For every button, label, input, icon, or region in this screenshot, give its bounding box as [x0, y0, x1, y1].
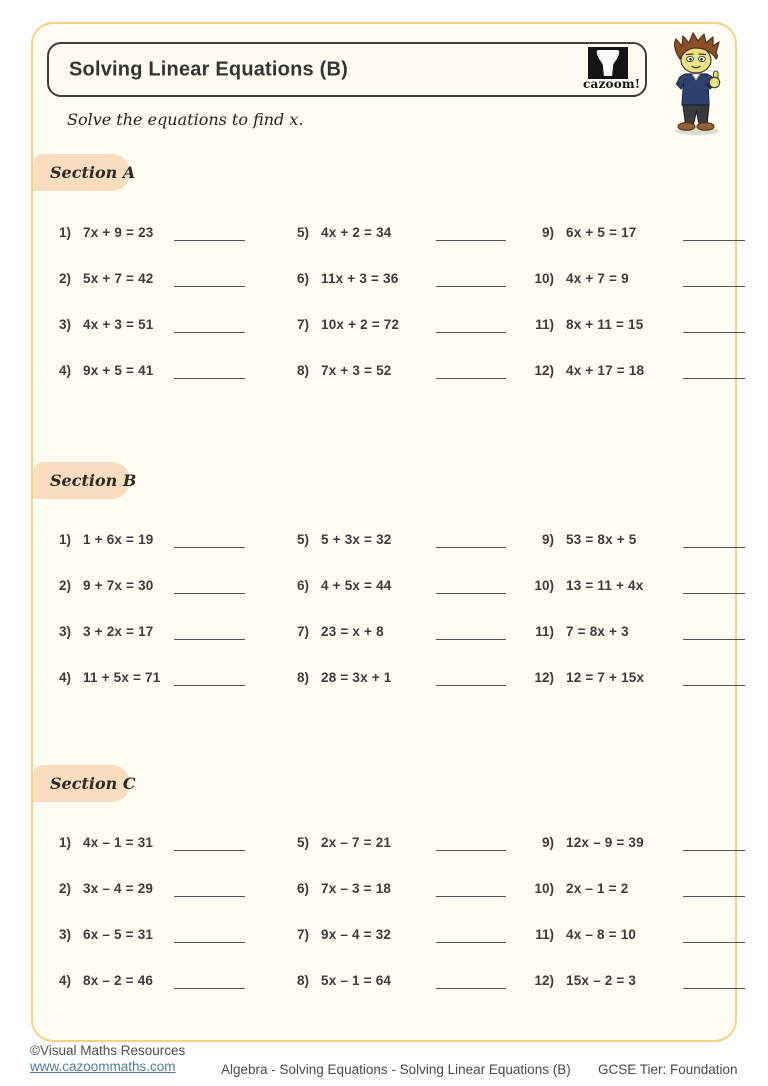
- problem-number: 3): [58, 927, 71, 942]
- problem: [530, 221, 725, 245]
- equation-text: 4x – 8 = 10: [566, 927, 637, 942]
- equation-text: 3 + 2x = 17: [83, 624, 154, 639]
- answer-blank: [683, 988, 745, 989]
- cazoom-logo: [583, 47, 641, 91]
- worksheet-page: [31, 22, 737, 1042]
- problem-number: 10): [534, 578, 554, 593]
- problem: [285, 969, 528, 993]
- equation-text: 4x + 2 = 34: [321, 225, 392, 240]
- problem-number: 6): [296, 578, 309, 593]
- problem: [530, 969, 725, 993]
- problem: [530, 267, 725, 291]
- answer-blank: [174, 547, 245, 548]
- problem: [285, 877, 528, 901]
- problem-row: [47, 969, 725, 993]
- answer-blank: [174, 988, 245, 989]
- instruction-text: Solve the equations to find x.: [67, 110, 304, 129]
- problem-number: 9): [541, 225, 554, 240]
- problem: [285, 831, 528, 855]
- problem-row: [47, 831, 725, 855]
- problem: [530, 923, 725, 947]
- equation-text: 2x – 7 = 21: [321, 835, 392, 850]
- answer-blank: [174, 286, 245, 287]
- problem: [47, 969, 283, 993]
- problem-number: 1): [58, 835, 71, 850]
- problem-number: 7): [296, 317, 309, 332]
- equation-text: 5x + 7 = 42: [83, 271, 154, 286]
- problem-number: 10): [534, 271, 554, 286]
- answer-blank: [683, 332, 745, 333]
- answer-blank: [436, 378, 506, 379]
- problem: [47, 877, 283, 901]
- equation-text: 8x – 2 = 46: [83, 973, 154, 988]
- equation-text: 7 = 8x + 3: [566, 624, 629, 639]
- problem-number: 9): [541, 532, 554, 547]
- equation-text: 6x + 5 = 17: [566, 225, 637, 240]
- equation-text: 5 + 3x = 32: [321, 532, 392, 547]
- problem-number: 5): [296, 835, 309, 850]
- problem-row: [47, 620, 725, 644]
- equation-text: 4x – 1 = 31: [83, 835, 154, 850]
- problem-row: [47, 923, 725, 947]
- problem: [285, 359, 528, 383]
- answer-blank: [174, 378, 245, 379]
- equation-text: 4 + 5x = 44: [321, 578, 392, 593]
- problem-row: [47, 221, 725, 245]
- page-title: Solving Linear Equations (B): [69, 58, 348, 80]
- problem-row: [47, 359, 725, 383]
- equation-text: 5x – 1 = 64: [321, 973, 392, 988]
- equation-text: 9x + 5 = 41: [83, 363, 154, 378]
- section-b-badge: [33, 462, 137, 499]
- answer-blank: [683, 896, 745, 897]
- answer-blank: [683, 240, 745, 241]
- equation-text: 9x – 4 = 32: [321, 927, 392, 942]
- problem: [47, 313, 283, 337]
- equation-text: 12x – 9 = 39: [566, 835, 644, 850]
- answer-blank: [436, 896, 506, 897]
- answer-blank: [683, 547, 745, 548]
- section-c-problems: [47, 831, 725, 1015]
- answer-blank: [436, 286, 506, 287]
- problem: [285, 923, 528, 947]
- section-a-problems: [47, 221, 725, 405]
- problem-number: 4): [58, 363, 71, 378]
- section-b-problems: [47, 528, 725, 712]
- equation-text: 7x – 3 = 18: [321, 881, 392, 896]
- problem-number: 3): [58, 624, 71, 639]
- cazoom-logo-text: cazoom!: [583, 77, 641, 91]
- footer-tier: GCSE Tier: Foundation: [598, 1062, 738, 1077]
- problem: [285, 221, 528, 245]
- answer-blank: [683, 639, 745, 640]
- answer-blank: [436, 942, 506, 943]
- footer-breadcrumb: Algebra - Solving Equations - Solving Linear Equations (B): [221, 1062, 571, 1077]
- problem: [530, 666, 725, 690]
- title-box: [47, 42, 647, 97]
- problem-number: 6): [296, 881, 309, 896]
- problem: [47, 666, 283, 690]
- equation-text: 11 + 5x = 71: [83, 670, 161, 685]
- problem-row: [47, 666, 725, 690]
- problem-row: [47, 267, 725, 291]
- equation-text: 9 + 7x = 30: [83, 578, 154, 593]
- problem: [285, 666, 528, 690]
- answer-blank: [436, 240, 506, 241]
- answer-blank: [174, 639, 245, 640]
- problem-number: 12): [534, 973, 554, 988]
- answer-blank: [174, 850, 245, 851]
- problem-number: 6): [296, 271, 309, 286]
- answer-blank: [683, 942, 745, 943]
- equation-text: 7x + 9 = 23: [83, 225, 154, 240]
- answer-blank: [436, 850, 506, 851]
- website-link[interactable]: www.cazoommaths.com: [30, 1059, 176, 1074]
- problem-number: 9): [541, 835, 554, 850]
- equation-text: 23 = x + 8: [321, 624, 384, 639]
- problem: [47, 528, 283, 552]
- problem: [47, 620, 283, 644]
- answer-blank: [174, 685, 245, 686]
- problem: [285, 267, 528, 291]
- problem-row: [47, 313, 725, 337]
- problem-row: [47, 574, 725, 598]
- equation-text: 8x + 11 = 15: [566, 317, 644, 332]
- equation-text: 2x – 1 = 2: [566, 881, 629, 896]
- equation-text: 7x + 3 = 52: [321, 363, 392, 378]
- copyright-text: ©Visual Maths Resources: [30, 1043, 186, 1058]
- problem-number: 8): [296, 363, 309, 378]
- problem: [530, 359, 725, 383]
- problem: [47, 831, 283, 855]
- problem-row: [47, 528, 725, 552]
- problem-number: 4): [58, 973, 71, 988]
- section-c-badge: [33, 765, 136, 802]
- section-c-label: Section C: [50, 774, 136, 793]
- problem: [285, 620, 528, 644]
- answer-blank: [174, 240, 245, 241]
- problem-number: 11): [535, 317, 554, 332]
- answer-blank: [436, 639, 506, 640]
- problem-number: 1): [58, 225, 71, 240]
- problem-number: 8): [296, 973, 309, 988]
- problem: [47, 923, 283, 947]
- problem: [530, 620, 725, 644]
- answer-blank: [683, 286, 745, 287]
- problem: [47, 221, 283, 245]
- problem-number: 4): [58, 670, 71, 685]
- equation-text: 12 = 7 + 15x: [566, 670, 645, 685]
- equation-text: 4x + 17 = 18: [566, 363, 645, 378]
- problem: [530, 574, 725, 598]
- problem: [47, 267, 283, 291]
- problem-number: 7): [296, 624, 309, 639]
- answer-blank: [683, 850, 745, 851]
- problem: [530, 528, 725, 552]
- problem-number: 2): [58, 271, 71, 286]
- equation-text: 15x – 2 = 3: [566, 973, 637, 988]
- equation-text: 1 + 6x = 19: [83, 532, 154, 547]
- problem: [47, 574, 283, 598]
- answer-blank: [683, 685, 745, 686]
- equation-text: 3x – 4 = 29: [83, 881, 154, 896]
- equation-text: 53 = 8x + 5: [566, 532, 637, 547]
- problem-number: 2): [58, 881, 71, 896]
- answer-blank: [174, 332, 245, 333]
- problem-number: 1): [58, 532, 71, 547]
- equation-text: 4x + 7 = 9: [566, 271, 629, 286]
- equation-text: 4x + 3 = 51: [83, 317, 154, 332]
- equation-text: 28 = 3x + 1: [321, 670, 392, 685]
- problem-number: 7): [296, 927, 309, 942]
- answer-blank: [683, 378, 745, 379]
- problem-number: 8): [296, 670, 309, 685]
- section-a-label: Section A: [50, 163, 136, 182]
- answer-blank: [174, 896, 245, 897]
- problem: [530, 877, 725, 901]
- answer-blank: [436, 332, 506, 333]
- problem-number: 11): [535, 927, 554, 942]
- problem: [285, 528, 528, 552]
- answer-blank: [683, 593, 745, 594]
- section-a-badge: [33, 154, 136, 191]
- problem-number: 12): [534, 670, 554, 685]
- problem-row: [47, 877, 725, 901]
- answer-blank: [436, 685, 506, 686]
- answer-blank: [436, 593, 506, 594]
- problem-number: 5): [296, 532, 309, 547]
- problem: [285, 574, 528, 598]
- equation-text: 6x – 5 = 31: [83, 927, 154, 942]
- section-b-label: Section B: [50, 471, 137, 490]
- problem-number: 10): [534, 881, 554, 896]
- answer-blank: [174, 942, 245, 943]
- equation-text: 13 = 11 + 4x: [566, 578, 644, 593]
- problem-number: 5): [296, 225, 309, 240]
- problem: [530, 831, 725, 855]
- answer-blank: [436, 988, 506, 989]
- equation-text: 10x + 2 = 72: [321, 317, 400, 332]
- problem-number: 11): [535, 624, 554, 639]
- cazoom-drum-icon: [588, 47, 628, 79]
- problem-number: 3): [58, 317, 71, 332]
- answer-blank: [174, 593, 245, 594]
- problem: [47, 359, 283, 383]
- problem: [530, 313, 725, 337]
- mascot-boy-thumbs-up: [655, 32, 739, 136]
- equation-text: 11x + 3 = 36: [321, 271, 399, 286]
- problem-number: 12): [534, 363, 554, 378]
- problem-number: 2): [58, 578, 71, 593]
- answer-blank: [436, 547, 506, 548]
- problem: [285, 313, 528, 337]
